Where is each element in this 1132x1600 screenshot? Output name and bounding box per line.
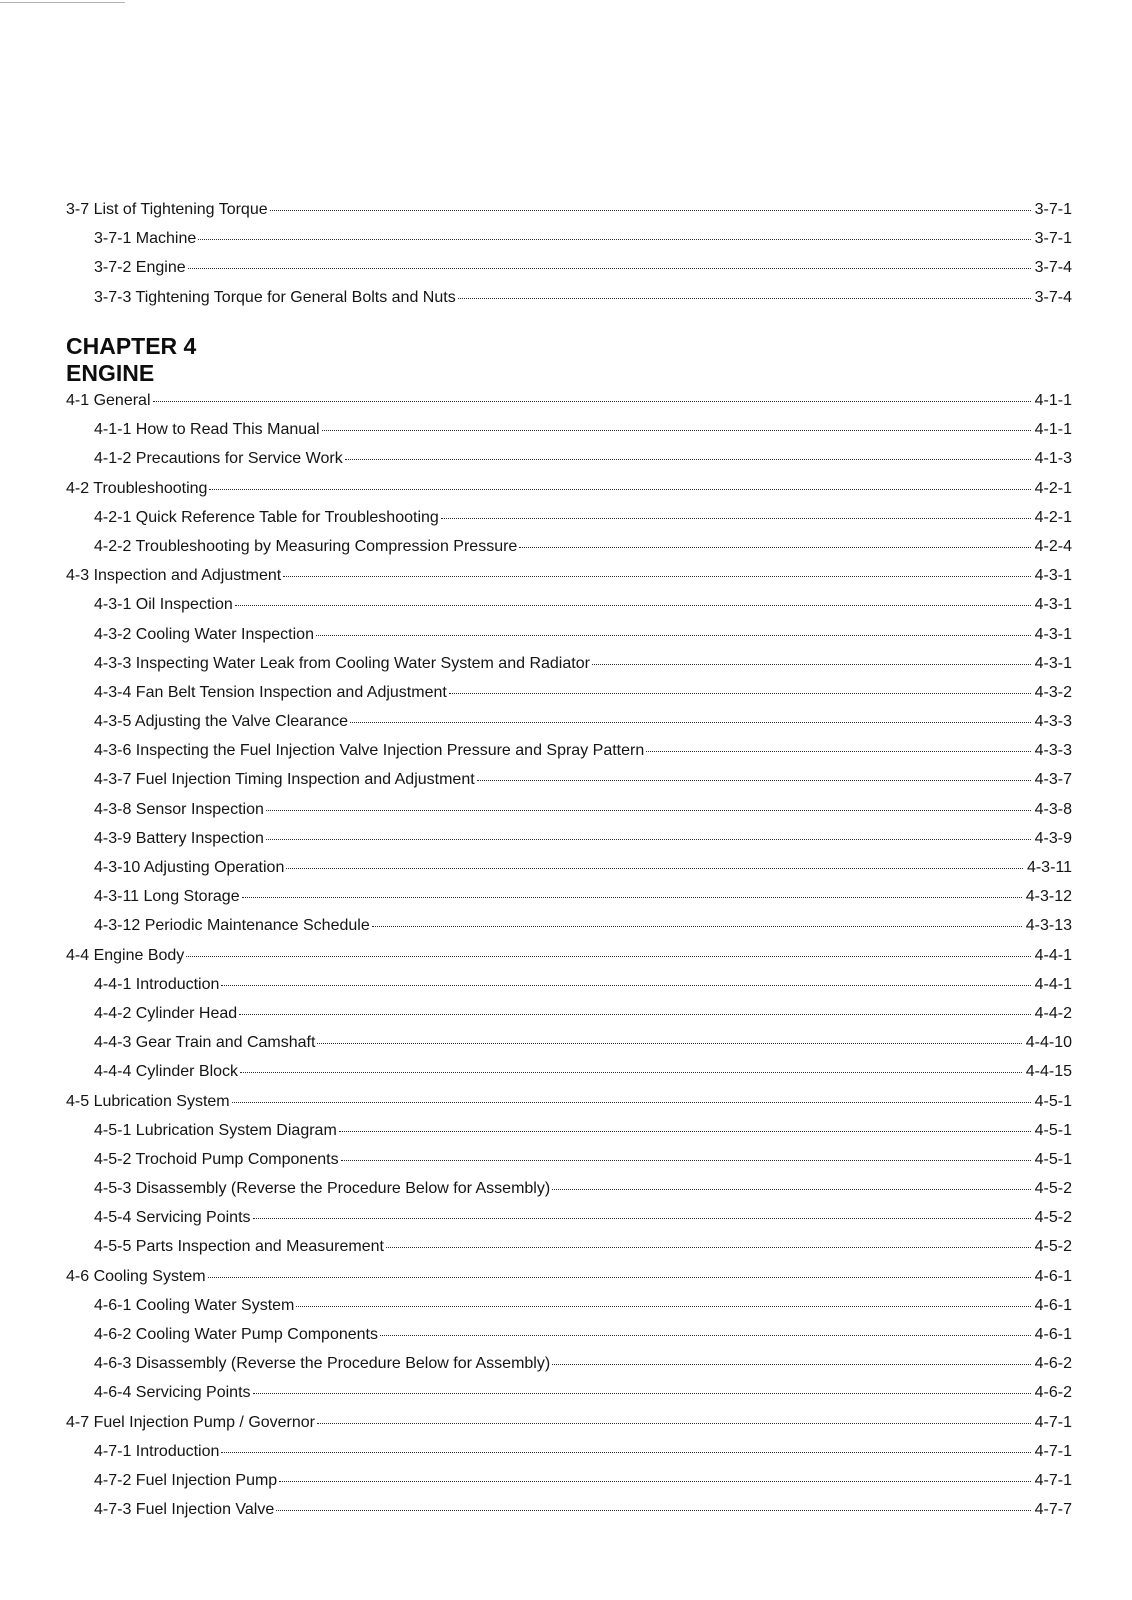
toc-entry-page: 4-3-8 — [1034, 800, 1072, 818]
toc-entry[interactable] — [66, 1028, 1072, 1057]
toc-entry-page: 4-3-9 — [1034, 829, 1072, 847]
toc-entry-title: 4-4-1 Introduction — [94, 975, 220, 993]
toc-entry[interactable] — [66, 503, 1072, 532]
scan-edge-line — [0, 2, 125, 3]
toc-entry[interactable] — [66, 999, 1072, 1028]
toc-entry-page: 4-5-1 — [1034, 1121, 1072, 1139]
toc-entry-title: 4-7-2 Fuel Injection Pump — [94, 1471, 278, 1489]
toc-entry-title: 4-3-5 Adjusting the Valve Clearance — [94, 713, 349, 731]
toc-entry[interactable] — [66, 795, 1072, 824]
dot-leader — [239, 1013, 1030, 1015]
toc-entry-page: 4-3-3 — [1034, 742, 1072, 760]
toc-entry-page: 4-6-2 — [1034, 1355, 1072, 1373]
toc-entry-title: 4-5-4 Servicing Points — [94, 1209, 251, 1227]
toc-entry[interactable] — [66, 386, 1072, 415]
toc-entry[interactable] — [66, 224, 1072, 253]
dot-leader — [221, 984, 1030, 986]
toc-entry[interactable] — [66, 1203, 1072, 1232]
toc-entry-page: 4-5-1 — [1034, 1150, 1072, 1168]
toc-entry-page: 4-5-2 — [1034, 1209, 1072, 1227]
toc-entry-title: 4-3-11 Long Storage — [94, 888, 240, 906]
dot-leader — [253, 1217, 1031, 1219]
toc-entry-title: 4-3-1 Oil Inspection — [94, 596, 233, 614]
toc-entry[interactable] — [66, 765, 1072, 794]
dot-leader — [188, 267, 1031, 269]
toc-entry-title: 4-1-1 How to Read This Manual — [94, 421, 320, 439]
toc-entry-page: 4-1-1 — [1034, 392, 1072, 409]
dot-leader — [221, 1451, 1030, 1453]
toc-entry[interactable] — [66, 678, 1072, 707]
dot-leader — [322, 429, 1031, 431]
toc-entry-title: 4-5-3 Disassembly (Reverse the Procedure Below for Assembly) — [94, 1180, 551, 1198]
dot-leader — [235, 604, 1031, 606]
toc-entry-title: 4-4 Engine Body — [66, 946, 185, 964]
toc-entry-title: 4-3 Inspection and Adjustment — [66, 567, 282, 585]
toc-entry[interactable] — [66, 1495, 1072, 1524]
toc-entry[interactable] — [66, 1408, 1072, 1437]
chapter-heading — [66, 333, 196, 387]
toc-entry-title: 4-3-7 Fuel Injection Timing Inspection and Adjustment — [94, 771, 475, 789]
dot-leader — [380, 1334, 1031, 1336]
toc-entry-page: 4-4-1 — [1034, 946, 1072, 964]
toc-entry-page: 4-7-1 — [1034, 1442, 1072, 1460]
toc-entry-page: 4-1-3 — [1034, 450, 1072, 468]
toc-entry-title: 4-6-3 Disassembly (Reverse the Procedure Below for Assembly) — [94, 1355, 551, 1373]
dot-leader — [552, 1188, 1030, 1190]
toc-entry-title: 4-3-10 Adjusting Operation — [94, 859, 285, 876]
toc-entry-title: 4-4-3 Gear Train and Camshaft — [94, 1034, 316, 1052]
toc-entry-page: 4-2-1 — [1034, 479, 1072, 497]
toc-entry[interactable] — [66, 882, 1072, 911]
toc-entry-title: 3-7-3 Tightening Torque for General Bolts and Nuts — [94, 288, 456, 306]
toc-entry[interactable] — [66, 253, 1072, 282]
toc-entry-page: 4-7-7 — [1034, 1501, 1072, 1519]
toc-entry-page: 4-7-1 — [1034, 1471, 1072, 1489]
dot-leader — [372, 925, 1022, 927]
toc-entry[interactable] — [66, 1116, 1072, 1145]
toc-entry-title: 4-7-1 Introduction — [94, 1442, 220, 1460]
toc-entry-title: 4-3-8 Sensor Inspection — [94, 800, 264, 818]
dot-leader — [279, 1480, 1030, 1482]
toc-entry-page: 4-4-1 — [1034, 975, 1072, 993]
dot-leader — [592, 663, 1031, 665]
toc-entry[interactable] — [66, 1145, 1072, 1174]
toc-entry[interactable] — [66, 1057, 1072, 1086]
toc-entry-page: 4-7-1 — [1034, 1413, 1072, 1431]
toc-entry[interactable] — [66, 736, 1072, 765]
toc-entry-title: 4-7-3 Fuel Injection Valve — [94, 1501, 275, 1519]
toc-entry[interactable] — [66, 1262, 1072, 1291]
toc-entry[interactable] — [66, 941, 1072, 970]
toc-entry-page: 4-3-11 — [1026, 859, 1072, 876]
toc-entry-title: 4-1 General — [66, 392, 151, 409]
dot-leader — [519, 546, 1030, 548]
toc-entry-page: 4-3-12 — [1025, 888, 1072, 906]
dot-leader — [266, 838, 1031, 840]
dot-leader — [317, 1042, 1021, 1044]
toc-entry[interactable] — [66, 1466, 1072, 1495]
dot-leader — [449, 692, 1031, 694]
toc-chapter-entries — [66, 386, 1072, 1524]
toc-entry-title: 4-5 Lubrication System — [66, 1092, 230, 1110]
toc-entry-title: 3-7-1 Machine — [94, 230, 197, 248]
dot-leader — [286, 867, 1023, 869]
toc-entry-title: 4-6-2 Cooling Water Pump Components — [94, 1326, 378, 1343]
toc-entry-title: 4-4-2 Cylinder Head — [94, 1004, 238, 1022]
toc-entry-page: 4-2-1 — [1034, 508, 1072, 526]
toc-entry-page: 4-3-7 — [1034, 771, 1072, 789]
dot-leader — [209, 488, 1030, 490]
dot-leader — [296, 1305, 1030, 1307]
dot-leader — [350, 721, 1031, 723]
dot-leader — [345, 458, 1031, 460]
toc-entry-page: 4-5-2 — [1034, 1180, 1072, 1198]
dot-leader — [477, 779, 1031, 781]
toc-entry[interactable] — [66, 561, 1072, 590]
toc-entry-title: 4-6-4 Servicing Points — [94, 1384, 251, 1402]
toc-entry[interactable] — [66, 1232, 1072, 1261]
toc-entry[interactable] — [66, 195, 1072, 224]
toc-entry-page: 4-3-1 — [1034, 625, 1072, 643]
toc-entry[interactable] — [66, 1349, 1072, 1378]
toc-entry[interactable] — [66, 1378, 1072, 1407]
dot-leader — [208, 1276, 1031, 1278]
toc-entry-page: 4-3-2 — [1034, 683, 1072, 701]
toc-entry-page: 4-3-1 — [1034, 567, 1072, 585]
toc-entry-page: 3-7-1 — [1034, 201, 1072, 218]
dot-leader — [153, 400, 1031, 402]
toc-entry-title: 4-3-2 Cooling Water Inspection — [94, 625, 314, 643]
toc-entry[interactable] — [66, 474, 1072, 503]
toc-entry-page: 4-4-10 — [1025, 1034, 1072, 1052]
toc-entry-title: 4-2-1 Quick Reference Table for Troubleshooting — [94, 508, 439, 526]
toc-entry-page: 3-7-4 — [1034, 259, 1072, 277]
toc-entry[interactable] — [66, 911, 1072, 940]
toc-entry[interactable] — [66, 649, 1072, 678]
toc-entry[interactable] — [66, 415, 1072, 444]
toc-entry-page: 4-6-1 — [1034, 1326, 1072, 1343]
toc-entry-page: 4-5-2 — [1034, 1238, 1072, 1256]
toc-entry[interactable] — [66, 444, 1072, 473]
dot-leader — [232, 1101, 1031, 1103]
toc-entry-title: 4-7 Fuel Injection Pump / Governor — [66, 1413, 316, 1431]
toc-previous-section — [66, 195, 1072, 312]
toc-entry-page: 4-5-1 — [1034, 1092, 1072, 1110]
toc-entry-page: 4-6-1 — [1034, 1296, 1072, 1314]
toc-entry-title: 4-3-12 Periodic Maintenance Schedule — [94, 917, 370, 935]
toc-entry-title: 4-5-1 Lubrication System Diagram — [94, 1121, 337, 1139]
toc-entry[interactable] — [66, 620, 1072, 649]
dot-leader — [646, 750, 1030, 752]
toc-entry-title: 4-3-4 Fan Belt Tension Inspection and Adjustment — [94, 683, 447, 701]
toc-entry[interactable] — [66, 1174, 1072, 1203]
toc-entry-page: 3-7-1 — [1034, 230, 1072, 248]
toc-entry[interactable] — [66, 1437, 1072, 1466]
toc-entry[interactable] — [66, 1320, 1072, 1349]
dot-leader — [186, 955, 1030, 957]
toc-entry-page: 4-1-1 — [1034, 421, 1072, 439]
toc-entry[interactable] — [66, 283, 1072, 312]
dot-leader — [458, 297, 1031, 299]
toc-entry-page: 4-3-1 — [1034, 654, 1072, 672]
toc-entry[interactable] — [66, 1087, 1072, 1116]
dot-leader — [316, 634, 1031, 636]
toc-entry-page: 4-2-4 — [1034, 537, 1072, 555]
chapter-number: CHAPTER 4 — [66, 333, 197, 359]
toc-entry-page: 4-4-2 — [1034, 1004, 1072, 1022]
toc-entry-title: 4-1-2 Precautions for Service Work — [94, 450, 343, 468]
dot-leader — [386, 1246, 1031, 1248]
toc-entry-page: 4-3-1 — [1034, 596, 1072, 614]
toc-entry-title: 3-7 List of Tightening Torque — [66, 201, 268, 218]
toc-entry-title: 4-3-9 Battery Inspection — [94, 829, 264, 847]
toc-entry-title: 4-3-6 Inspecting the Fuel Injection Valve Injection Pressure and Spray Pattern — [94, 742, 645, 760]
dot-leader — [441, 517, 1031, 519]
toc-entry[interactable] — [66, 970, 1072, 999]
dot-leader — [198, 238, 1030, 240]
toc-entry[interactable] — [66, 824, 1072, 853]
toc-entry[interactable] — [66, 707, 1072, 736]
toc-entry[interactable] — [66, 853, 1072, 882]
toc-entry-title: 4-5-5 Parts Inspection and Measurement — [94, 1238, 384, 1256]
toc-entry-title: 4-4-4 Cylinder Block — [94, 1063, 239, 1081]
toc-entry-page: 4-4-15 — [1025, 1063, 1072, 1081]
dot-leader — [253, 1392, 1031, 1394]
toc-entry-page: 3-7-4 — [1034, 288, 1072, 306]
toc-entry-page: 4-6-1 — [1034, 1267, 1072, 1285]
toc-entry-title: 4-2 Troubleshooting — [66, 479, 208, 497]
dot-leader — [341, 1159, 1031, 1161]
dot-leader — [266, 809, 1031, 811]
dot-leader — [242, 896, 1022, 898]
toc-entry-page: 4-6-2 — [1034, 1384, 1072, 1402]
toc-entry[interactable] — [66, 532, 1072, 561]
toc-entry[interactable] — [66, 1291, 1072, 1320]
toc-entry-title: 4-6 Cooling System — [66, 1267, 206, 1285]
dot-leader — [283, 575, 1030, 577]
toc-entry-title: 4-3-3 Inspecting Water Leak from Cooling Water System and Radiator — [94, 654, 590, 672]
toc-entry-title: 4-5-2 Trochoid Pump Components — [94, 1150, 339, 1168]
chapter-title: ENGINE — [66, 360, 155, 386]
dot-leader — [552, 1363, 1030, 1365]
toc-entry-title: 4-6-1 Cooling Water System — [94, 1296, 295, 1314]
dot-leader — [339, 1130, 1031, 1132]
dot-leader — [276, 1509, 1030, 1511]
dot-leader — [317, 1422, 1031, 1424]
toc-entry-page: 4-3-13 — [1025, 917, 1072, 935]
dot-leader — [240, 1071, 1022, 1073]
toc-entry-page: 4-3-3 — [1034, 713, 1072, 731]
toc-entry[interactable] — [66, 590, 1072, 619]
toc-entry-title: 4-2-2 Troubleshooting by Measuring Compression Pressure — [94, 537, 518, 555]
toc-entry-title: 3-7-2 Engine — [94, 259, 186, 277]
dot-leader — [270, 209, 1031, 211]
